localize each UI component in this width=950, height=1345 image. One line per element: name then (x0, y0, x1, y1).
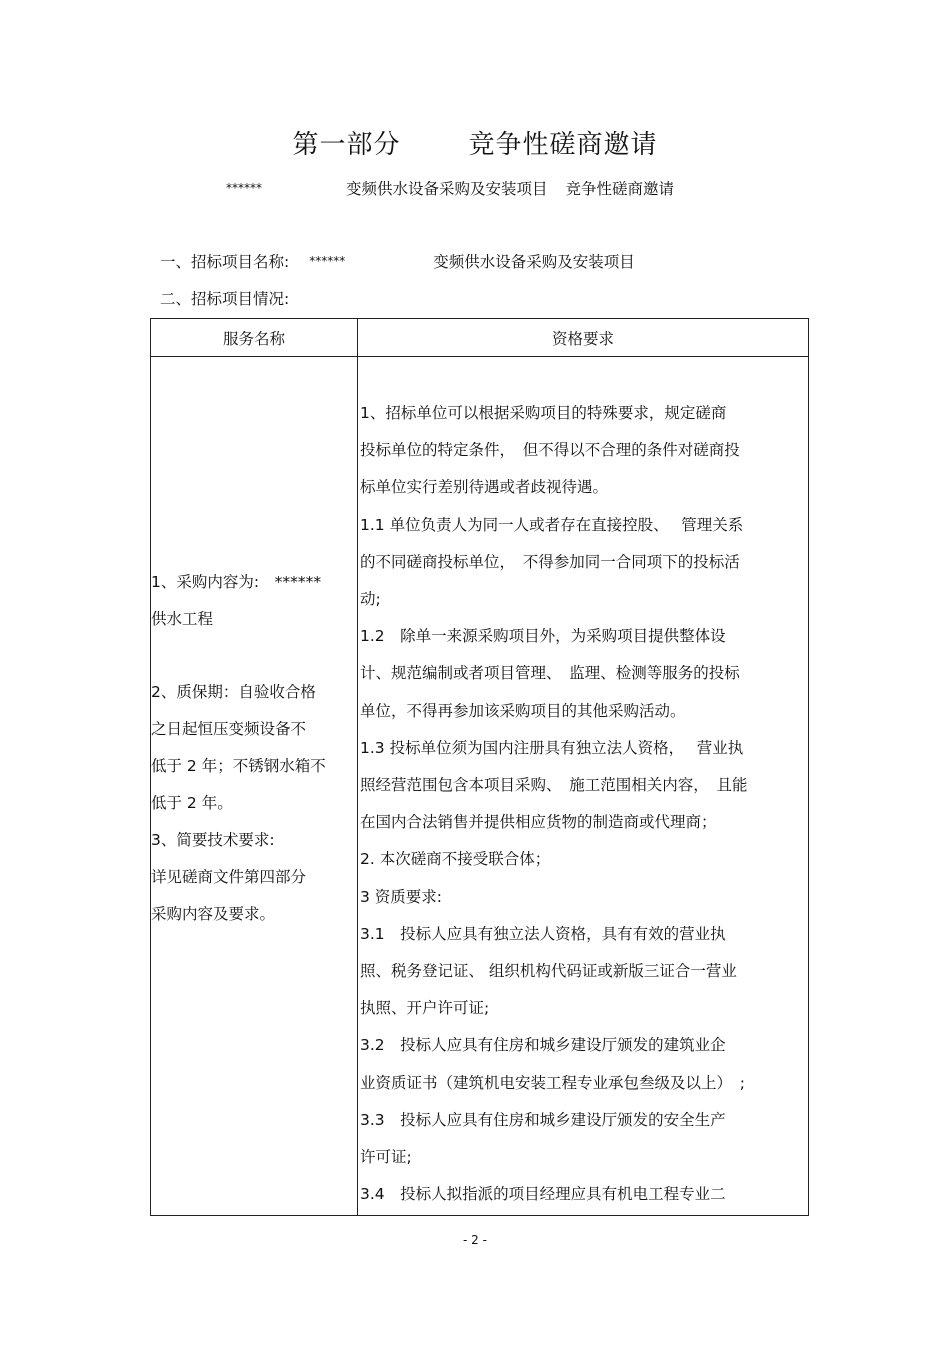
qualification-line: 在国内合法销售并提供相应货物的制造商或代理商； (360, 813, 717, 832)
qualification-line: 许可证; (360, 1148, 412, 1167)
header-qualification: 资格要求 (358, 319, 809, 357)
service-item-2-line-2: 之日起恒压变频设备不 (151, 720, 307, 738)
service-item-2-line-3: 低于 2 年；不锈钢水箱不 (151, 757, 326, 775)
qualification-line: 动; (360, 590, 381, 609)
service-item-1 (151, 564, 357, 638)
qualification-line: 执照、开户许可证; (360, 999, 490, 1018)
subtitle-project: 变频供水设备采购及安装项目 (346, 180, 548, 198)
qualification-line: 1、招标单位可以根据采购项目的特殊要求，规定磋商 (360, 404, 727, 422)
service-item-2 (151, 674, 357, 933)
section-1-stars: ****** (309, 254, 346, 268)
service-item-3-line-1: 3、简要技术要求: (151, 831, 275, 849)
service-cell (151, 357, 358, 1216)
service-item-3-line-3: 采购内容及要求。 (151, 905, 276, 923)
qualification-line: 单位，不得再参加该采购项目的其他采购活动。 (360, 701, 686, 720)
qualification-line: 标单位实行差别待遇或者歧视待遇。 (360, 478, 609, 497)
subtitle-stars: ****** (226, 181, 262, 195)
table-header-row (151, 319, 809, 357)
section-2-label: 二、招标项目情况: (160, 290, 290, 308)
qualification-line: 1.2 除单一来源采购项目外，为采购项目提供整体设 (360, 627, 726, 646)
service-item-3-line-2: 详见磋商文件第四部分 (151, 868, 307, 886)
qualification-line: 3.3 投标人应具有住房和城乡建设厅颁发的安全生产 (360, 1110, 726, 1129)
service-item-1-line-2: 供水工程 (151, 610, 214, 628)
qualification-cell (358, 357, 809, 1216)
title-name: 竞争性磋商邀请 (468, 130, 658, 160)
page-number: - 2 - (463, 1233, 487, 1247)
service-item-2-line-4: 低于 2 年。 (151, 794, 233, 812)
qualification-line: 1.3 投标单位须为国内注册具有独立法人资格， 营业执 (360, 738, 744, 757)
page-title (0, 124, 950, 161)
qualification-line: 计、规范编制或者项目管理、 监理、检测等服务的投标 (360, 664, 740, 683)
title-part: 第一部分 (292, 130, 401, 160)
qualification-line: 投标单位的特定条件， 但不得以不合理的条件对磋商投 (360, 441, 740, 460)
section-1-label: 一、招标项目名称: (160, 253, 290, 271)
qualification-line: 3.1 投标人应具有独立法人资格，具有有效的营业执 (360, 924, 726, 943)
qualification-line: 3.4 投标人拟指派的项目经理应具有机电工程专业二 (360, 1185, 726, 1204)
qualification-line: 1.1 单位负责人为同一人或者存在直接控股、 管理关系 (360, 515, 744, 534)
qualification-line: 的不同磋商投标单位， 不得参加同一合同项下的投标活 (360, 552, 740, 571)
qualification-line: 2. 本次磋商不接受联合体； (360, 850, 551, 869)
qualification-line: 照、税务登记证、 组织机构代码证或新版三证合一营业 (360, 962, 737, 981)
subtitle (226, 177, 674, 199)
subtitle-suffix: 竞争性磋商邀请 (565, 180, 675, 198)
section-2 (160, 287, 289, 309)
requirements-table (150, 318, 809, 1216)
service-item-2-line-1: 2、质保期：自验收合格 (151, 683, 316, 701)
section-1-project: 变频供水设备采购及安装项目 (433, 253, 635, 271)
service-item-1-line-1: 1、采购内容为: ****** (151, 573, 322, 591)
qualification-line: 3.2 投标人应具有住房和城乡建设厅颁发的建筑业企 (360, 1036, 726, 1055)
table-row (151, 357, 809, 1216)
qualification-line: 业资质证书（建筑机电安装工程专业承包叁级及以上） ; (360, 1073, 745, 1092)
header-service-name: 服务名称 (151, 319, 358, 357)
qualification-line: 照经营范围包含本项目采购、 施工范围相关内容， 且能 (360, 776, 748, 795)
section-1 (160, 250, 635, 272)
qualification-line: 3 资质要求: (360, 887, 443, 906)
